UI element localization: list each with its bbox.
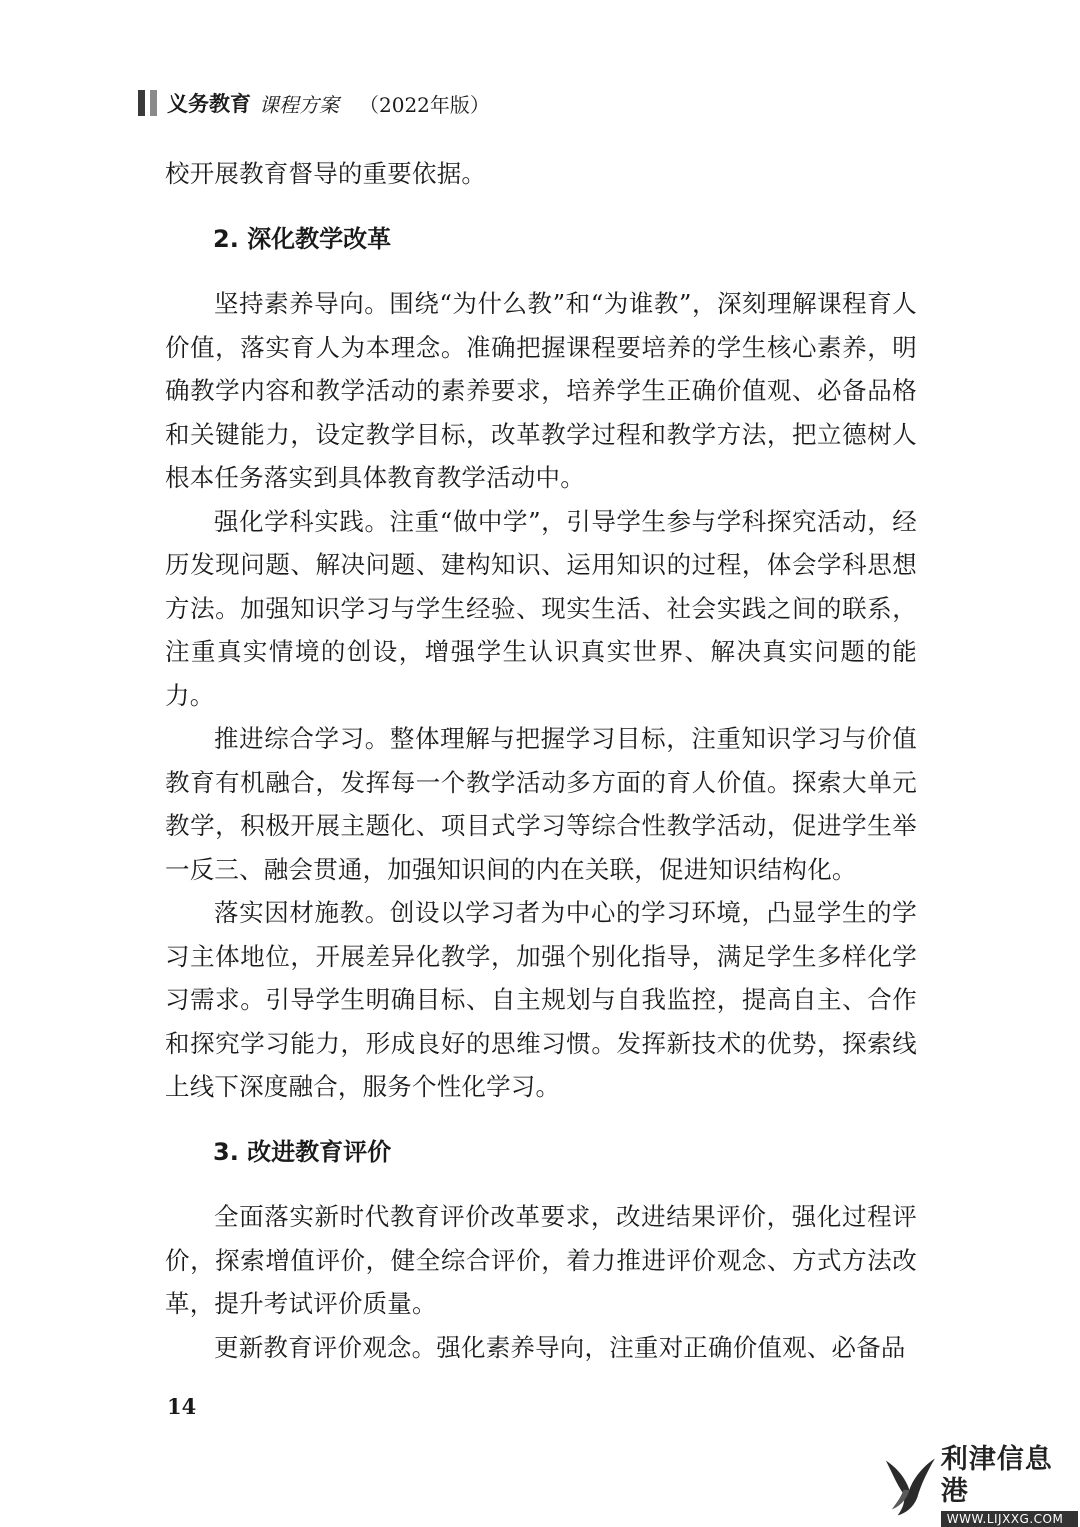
page-body (165, 152, 917, 1369)
watermark-name: 利津信息港 (940, 1443, 1053, 1507)
page-number: 14 (167, 1394, 197, 1419)
header-bars-icon (138, 90, 157, 116)
paragraph-core-literacy: 坚持素养导向。围绕“为什么教”和“为谁教”，深刻理解课程育人价值，落实育人为本理念。准确把握课程要培养的学生核心素养，明确教学内容和教学活动的素养要求，培养学生正确价值观、必备品格和关键能力，设定教学目标，改革教学过程和教学方法，把立德树人根本任务落实到具体教育教学活动中。 (165, 289, 917, 492)
section-heading-2: 2. 深化教学改革 (213, 224, 392, 253)
paragraph-individualized-teaching: 落实因材施教。创设以学习者为中心的学习环境，凸显学生的学习主体地位，开展差异化教学，加强个别化指导，满足学生多样化学习需求。引导学生明确目标、自主规划与自我监控，提高自主、合作和探究学习能力，形成良好的思维习惯。发挥新技术的优势，探索线上线下深度融合，服务个性化学习。 (165, 898, 917, 1101)
header-edition: （2022年版） (359, 92, 490, 117)
eagle-logo-icon (880, 1450, 939, 1520)
section-heading-3: 3. 改进教育评价 (213, 1137, 392, 1166)
paragraph-evaluation-reform: 全面落实新时代教育评价改革要求，改进结果评价，强化过程评价，探索增值评价，健全综合评价，着力推进评价观念、方式方法改革，提升考试评价质量。 (165, 1202, 917, 1318)
watermark-url: WWW.LIJXXG.COM (941, 1511, 1078, 1527)
paragraph-integrated-learning: 推进综合学习。整体理解与把握学习目标，注重知识学习与价值教育有机融合，发挥每一个教学活动多方面的育人价值。探索大单元教学，积极开展主题化、项目式学习等综合性教学活动，促进学生举一反三、融会贯通，加强知识间的内在关联，促进知识结构化。 (165, 724, 917, 884)
paragraph-subject-practice: 强化学科实践。注重“做中学”，引导学生参与学科探究活动，经历发现问题、解决问题、建构知识、运用知识的过程，体会学科思想方法。加强知识学习与学生经验、现实生活、社会实践之间的联系，注重真实情境的创设，增强学生认识真实世界、解决真实问题的能力。 (165, 506, 917, 710)
header-bar-dark (138, 90, 145, 116)
header-bar-light (150, 90, 157, 116)
site-watermark (880, 1443, 1078, 1526)
paragraph-evaluation-concept: 更新教育评价观念。强化素养导向，注重对正确价值观、必备品 (214, 1332, 906, 1362)
running-header (138, 86, 490, 120)
header-title: 义务教育 (167, 92, 251, 116)
intro-fragment: 校开展教育督导的重要依据。 (165, 159, 487, 188)
header-subtitle: 课程方案 (259, 92, 339, 117)
